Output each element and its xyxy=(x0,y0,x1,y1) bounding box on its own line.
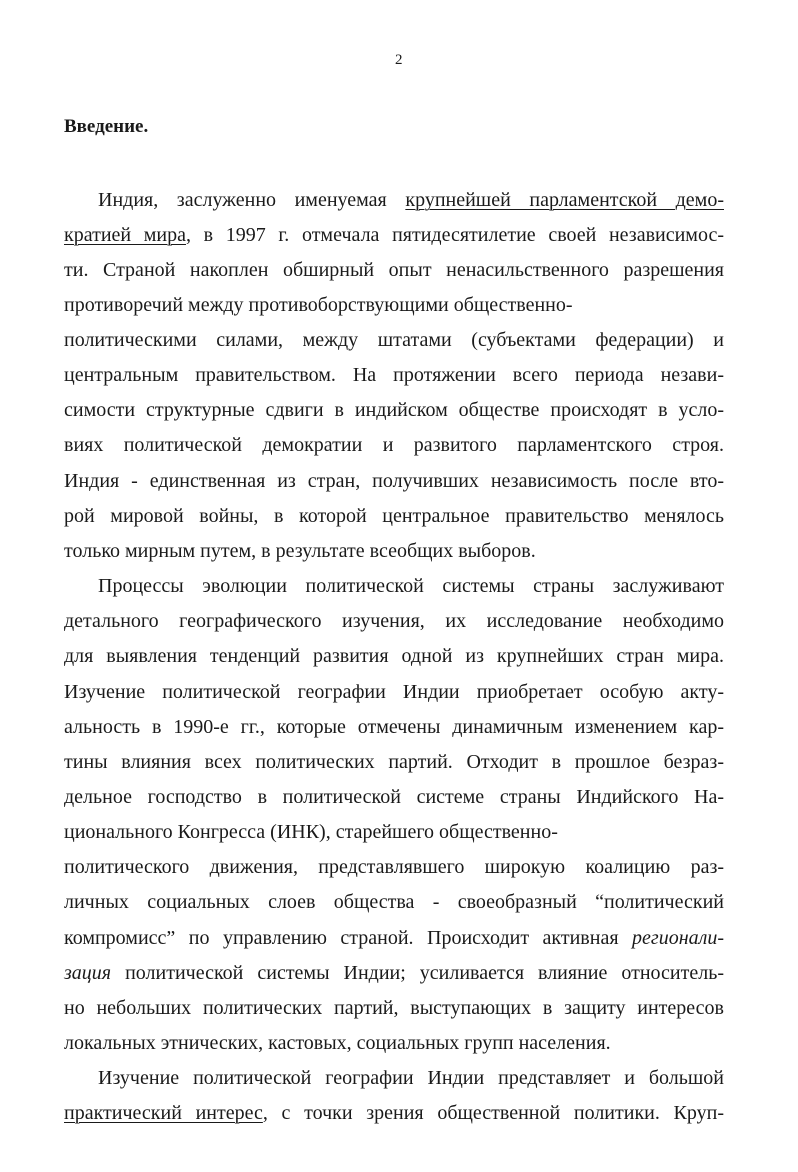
italic-term: зация xyxy=(64,962,112,984)
text-run: , с точки зрения общественной политики. Круп- xyxy=(262,1102,724,1124)
paragraph-2-line-3: для выявления тенденций развития одной из крупнейших стран мира. xyxy=(64,645,724,667)
paragraph-2-line-13: но небольших политических партий, выступающих в защиту интересов xyxy=(64,997,724,1019)
text-run: компромисс” по управлению страной. Происходит активная xyxy=(64,927,633,949)
text-run: политической системы Индии; усиливается влияние относитель- xyxy=(111,962,724,984)
underlined-term: крупнейшей парламентской демо- xyxy=(405,189,724,211)
text-run: , в 1997 г. отмечала пятидесятилетие своей независимос- xyxy=(185,224,724,246)
paragraph-1-line-10: рой мировой войны, в которой центральное правительство менялось xyxy=(64,505,724,527)
paragraph-1-line-2 xyxy=(64,220,724,250)
paragraph-3-line-2 xyxy=(64,1098,724,1128)
paragraph-2-line-4: Изучение политической географии Индии приобретает особую акту- xyxy=(64,681,724,703)
paragraph-2-line-5: альность в 1990-е гг., которые отмечены динамичным изменением кар- xyxy=(64,716,724,738)
paragraph-2-line-11 xyxy=(64,923,724,953)
paragraph-1-line-8: виях политической демократии и развитого парламентского строя. xyxy=(64,434,724,456)
paragraph-2-line-9: политического движения, представлявшего широкую коалицию раз- xyxy=(64,856,724,878)
paragraph-1-line-6: центральным правительством. На протяжении всего периода незави- xyxy=(64,364,724,386)
page-number: 2 xyxy=(395,52,403,68)
paragraph-2-line-2: детального географического изучения, их исследование необходимо xyxy=(64,610,724,632)
paragraph-3-line-1: Изучение политической географии Индии представляет и большой xyxy=(98,1067,724,1089)
paragraph-1-line-3: ти. Страной накоплен обширный опыт ненасильственного разрешения xyxy=(64,259,724,281)
paragraph-1-line-4: противоречий между противоборствующими общественно- xyxy=(64,294,573,316)
paragraph-2-line-7: дельное господство в политической системе страны Индийского На- xyxy=(64,786,724,808)
section-heading: Введение. xyxy=(64,116,149,137)
italic-term: регионали- xyxy=(632,927,724,949)
paragraph-2-line-8: ционального Конгресса (ИНК), старейшего общественно- xyxy=(64,821,558,843)
paragraph-2-line-12 xyxy=(64,958,724,988)
paragraph-2-line-1: Процессы эволюции политической системы страны заслуживают xyxy=(98,575,724,597)
paragraph-2-line-14: локальных этнических, кастовых, социальных групп населения. xyxy=(64,1032,611,1054)
paragraph-1-line-11: только мирным путем, в результате всеобщих выборов. xyxy=(64,540,536,562)
paragraph-1-line-1 xyxy=(64,185,724,215)
underlined-term: практический интерес xyxy=(64,1102,263,1124)
paragraph-2-line-10: личных социальных слоев общества - своеобразный “политический xyxy=(64,891,724,913)
paragraph-2-line-6: тины влияния всех политических партий. Отходит в прошлое безраз- xyxy=(64,751,724,773)
underlined-term: кратией мира xyxy=(64,224,186,246)
paragraph-1-line-7: симости структурные сдвиги в индийском обществе происходят в усло- xyxy=(64,399,724,421)
paragraph-1-line-5: политическими силами, между штатами (субъектами федерации) и xyxy=(64,329,724,351)
paragraph-1-line-9: Индия - единственная из стран, получивших независимость после вто- xyxy=(64,470,724,492)
text-run: Индия, заслуженно именуемая xyxy=(98,189,406,211)
